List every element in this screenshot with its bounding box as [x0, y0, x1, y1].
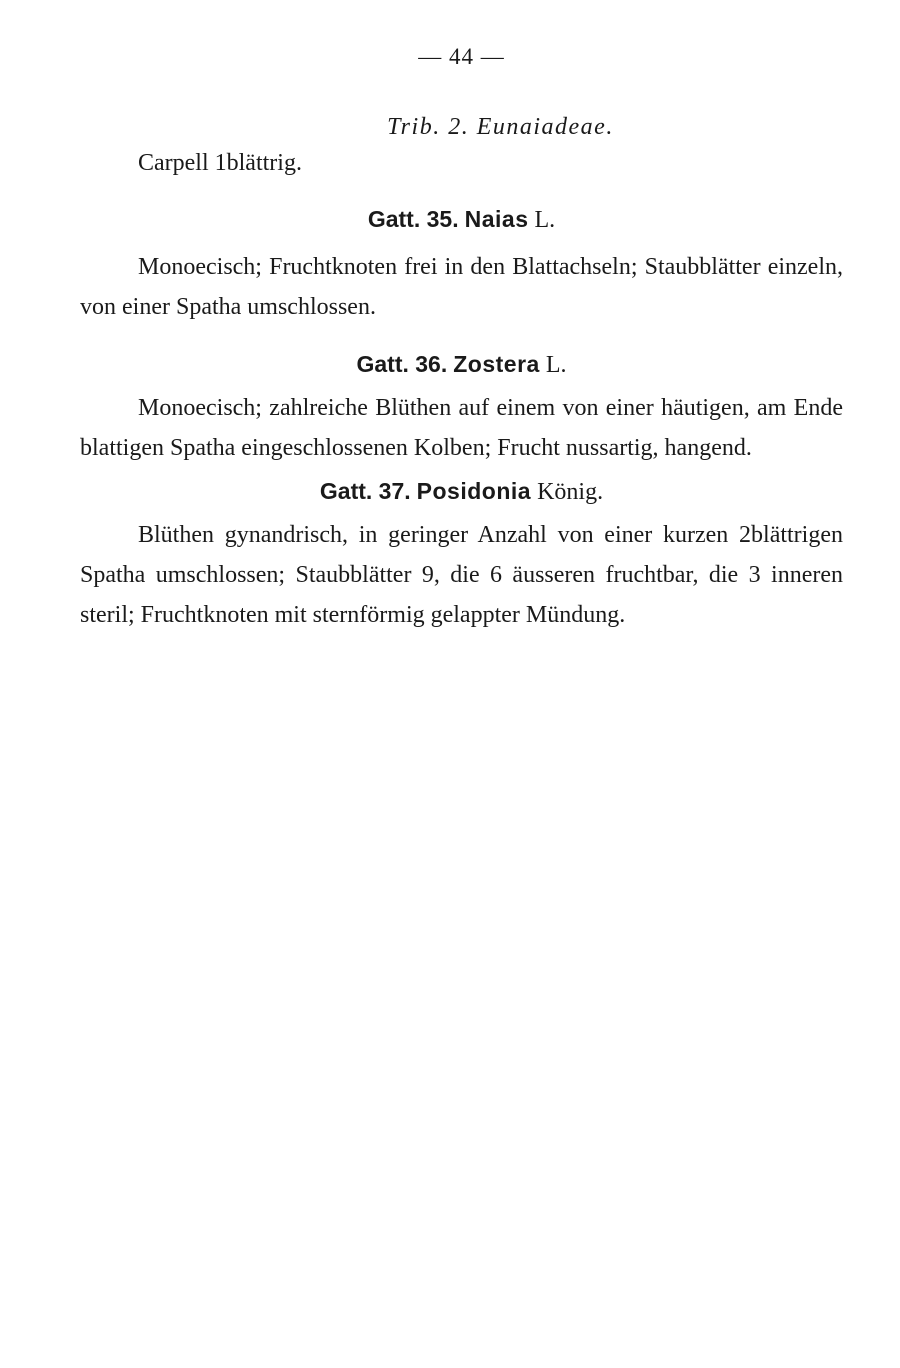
genus-heading-35: [80, 204, 843, 235]
tribe-intro-text: Carpell 1blättrig.: [138, 150, 302, 176]
genus-description-37: Blüthen gynandrisch, in geringer Anzahl von einer kurzen 2blättrigen Spatha umschlossen; Staubblätter 9, die 6 äusseren fruchtbar, die 3 inneren steril; Fruchtknoten mit sternförmig gelappter Mündung.: [80, 522, 843, 628]
genus-heading-36: [80, 349, 843, 380]
genus-number: Gatt. 37.: [319, 478, 411, 504]
document-page: [80, 38, 843, 635]
genus-name: Naias: [464, 206, 529, 232]
genus-author: König.: [537, 479, 604, 505]
genus-author: L.: [545, 352, 567, 378]
genus-description-35: Monoecisch; Fruchtknoten frei in den Blattachseln; Staubblätter einzeln, von einer Spatha umschlossen.: [80, 254, 843, 320]
tribe-heading: Trib. 2. Eunaiadeae.: [387, 114, 614, 140]
genus-number: Gatt. 36.: [356, 351, 448, 377]
genus-description-36: Monoecisch; zahlreiche Blüthen auf einem von einer häutigen, am Ende blattigen Spatha eingeschlossenen Kolben; Frucht nussartig, hangend.: [80, 395, 843, 461]
genus-number: Gatt. 35.: [367, 206, 459, 232]
page-number: — 44 —: [418, 44, 505, 69]
genus-name: Zostera: [453, 351, 540, 377]
genus-name: Posidonia: [416, 478, 532, 504]
genus-author: L.: [534, 207, 556, 233]
genus-heading-37: [80, 476, 843, 507]
